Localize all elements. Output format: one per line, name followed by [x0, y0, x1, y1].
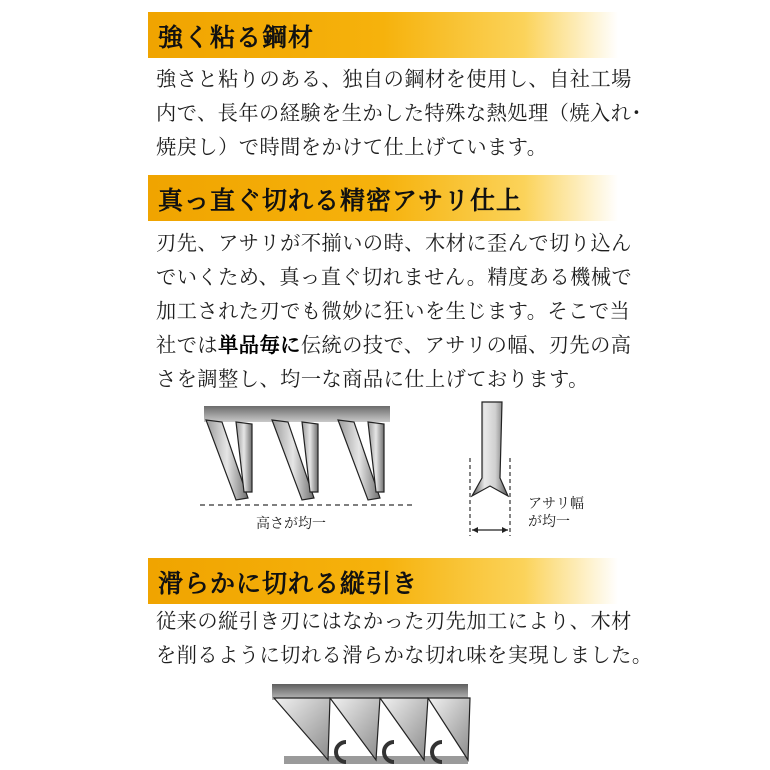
- section-banner-steel: [148, 12, 618, 58]
- section-body-rip: [156, 604, 653, 672]
- saw-teeth: [206, 420, 384, 500]
- set-caption-line1: アサリ幅: [528, 496, 584, 512]
- section-title: 真っ直ぐ切れる精密アサリ仕上: [158, 186, 523, 215]
- body-text: 伝統の技で、アサリの幅、刃先の高: [300, 333, 632, 357]
- body-text: 社では: [156, 333, 219, 357]
- emphasis-text: 単品毎に: [218, 333, 301, 357]
- rip-tooth: [274, 698, 330, 760]
- section-body-steel: [156, 62, 643, 164]
- section-banner-rip: [148, 558, 618, 604]
- section-body-precision: [156, 226, 633, 396]
- body-line: 加工された刃でも微妙に狂いを生じます。そこで当: [156, 299, 631, 323]
- rip-teeth: [274, 698, 470, 760]
- rip-tooth: [380, 698, 428, 760]
- rip-tooth: [428, 698, 470, 760]
- set-caption-line2: が均一: [528, 514, 570, 530]
- body-line: [156, 328, 632, 362]
- body-line: 従来の縦引き刃にはなかった刃先加工により、木材: [156, 609, 632, 633]
- body-line: 焼戻し）で時間をかけて仕上げています。: [156, 135, 548, 159]
- body-line: 強さと粘りのある、独自の鋼材を使用し、自社工場: [156, 67, 632, 91]
- body-line: 刃先、アサリが不揃いの時、木材に歪んで切り込ん: [156, 231, 632, 255]
- body-line: を削るように切れる滑らかな切れ味を実現しました。: [156, 643, 653, 667]
- section-banner-precision: [148, 175, 618, 221]
- section-title: 強く粘る鋼材: [158, 23, 315, 52]
- saw-blade-strip: [204, 406, 390, 422]
- body-line: 内で、長年の経験を生かした特殊な熱処理（焼入れ･: [156, 101, 643, 125]
- teeth-caption: 高さが均一: [256, 516, 326, 532]
- body-line: さを調整し、均一な商品に仕上げております。: [156, 367, 589, 391]
- section-title: 滑らかに切れる縦引き: [158, 569, 419, 598]
- set-width-diagram: [456, 398, 596, 548]
- blade-cross-section: [472, 402, 508, 496]
- teeth-height-diagram: [196, 400, 416, 540]
- body-line: でいくため、真っ直ぐ切れません。精度ある機械で: [156, 265, 633, 289]
- rip-teeth-diagram: [270, 680, 474, 770]
